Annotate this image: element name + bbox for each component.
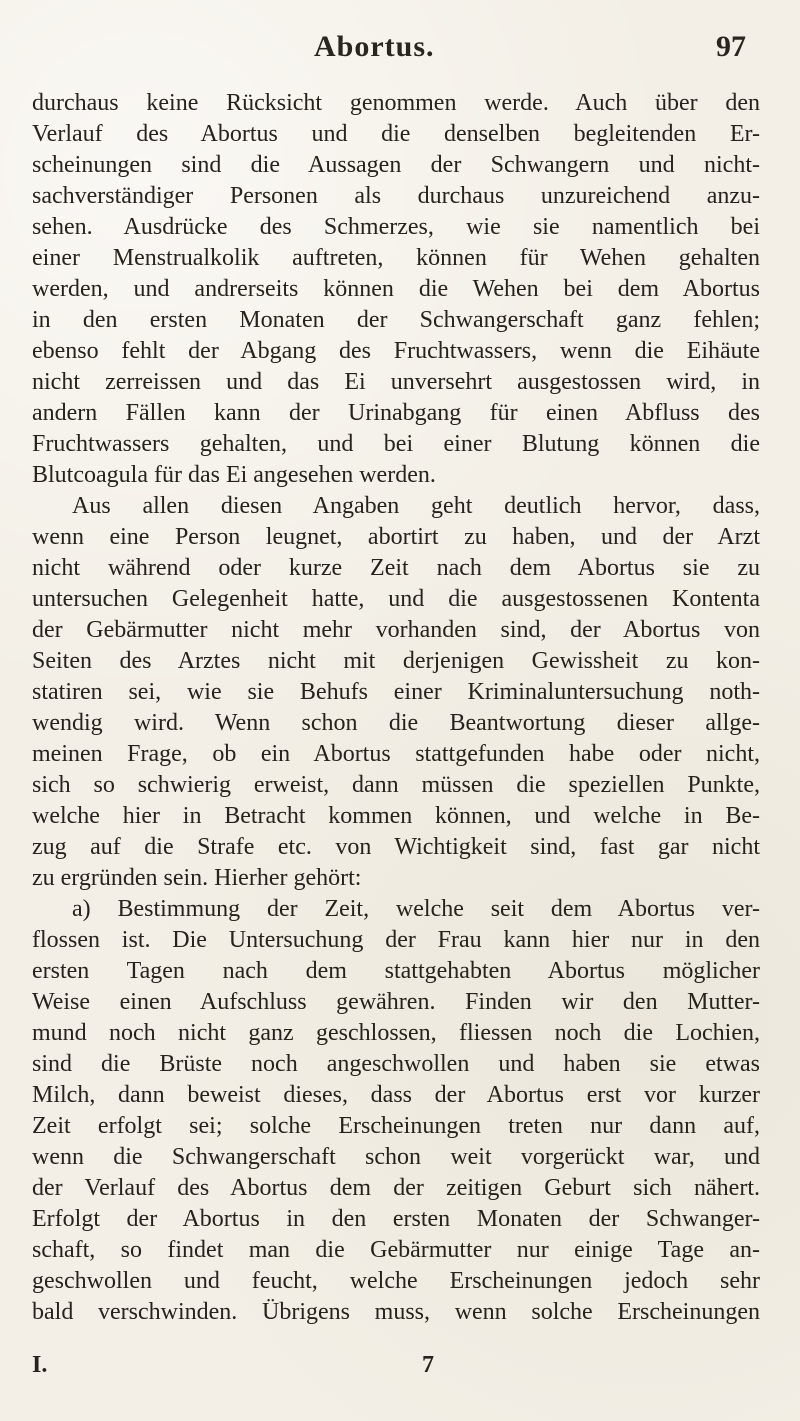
text-line: werden, und andrerseits können die Wehen bei dem Abortus — [32, 276, 760, 302]
text-line: a) Bestimmung der Zeit, welche seit dem Abortus ver- — [72, 896, 760, 922]
text-line: einer Menstrualkolik auftreten, können für Wehen gehalten — [32, 245, 760, 271]
text-line: Erfolgt der Abortus in den ersten Monaten der Schwanger- — [32, 1206, 760, 1232]
text-line: flossen ist. Die Untersuchung der Frau kann hier nur in den — [32, 927, 760, 953]
running-head — [0, 30, 800, 70]
page-number: 97 — [716, 30, 746, 63]
text-line: Zeit erfolgt sei; solche Erscheinungen treten nur dann auf, — [32, 1113, 760, 1139]
text-line: scheinungen sind die Aussagen der Schwangern und nicht- — [32, 152, 760, 178]
text-line: wendig wird. Wenn schon die Beantwortung dieser allge- — [32, 710, 760, 736]
text-line: zu ergründen sein. Hierher gehört: — [32, 865, 362, 891]
text-line: Seiten des Arztes nicht mit derjenigen Gewissheit zu kon- — [32, 648, 760, 674]
text-line: mund noch nicht ganz geschlossen, fliessen noch die Lochien, — [32, 1020, 760, 1046]
text-line: welche hier in Betracht kommen können, und welche in Be- — [32, 803, 760, 829]
text-line: sachverständiger Personen als durchaus unzureichend anzu- — [32, 183, 760, 209]
text-line: Fruchtwassers gehalten, und bei einer Blutung können die — [32, 431, 760, 457]
text-line: Verlauf des Abortus und die denselben begleitenden Er- — [32, 121, 760, 147]
text-line: untersuchen Gelegenheit hatte, und die ausgestossenen Kontenta — [32, 586, 760, 612]
text-line: bald verschwinden. Übrigens muss, wenn solche Erscheinungen — [32, 1299, 760, 1325]
sheet-number: 7 — [422, 1352, 434, 1378]
text-line: durchaus keine Rücksicht genommen werde. Auch über den — [32, 90, 760, 116]
text-line: meinen Frage, ob ein Abortus stattgefunden habe oder nicht, — [32, 741, 760, 767]
text-line: der Gebärmutter nicht mehr vorhanden sind, der Abortus von — [32, 617, 760, 643]
text-line: in den ersten Monaten der Schwangerschaft ganz fehlen; — [32, 307, 760, 333]
text-line: andern Fällen kann der Urinabgang für einen Abfluss des — [32, 400, 760, 426]
text-line: sehen. Ausdrücke des Schmerzes, wie sie namentlich bei — [32, 214, 760, 240]
text-line: zug auf die Strafe etc. von Wichtigkeit sind, fast gar nicht — [32, 834, 760, 860]
text-line: schaft, so findet man die Gebärmutter nur einige Tage an- — [32, 1237, 760, 1263]
text-line: wenn eine Person leugnet, abortirt zu haben, und der Arzt — [32, 524, 760, 550]
text-line: wenn die Schwangerschaft schon weit vorgerückt war, und — [32, 1144, 760, 1170]
page-footer — [32, 1348, 760, 1382]
text-line: sind die Brüste noch angeschwollen und haben sie etwas — [32, 1051, 760, 1077]
text-line: statiren sei, wie sie Behufs einer Kriminaluntersuchung noth- — [32, 679, 760, 705]
text-line: ebenso fehlt der Abgang des Fruchtwassers, wenn die Eihäute — [32, 338, 760, 364]
text-line: geschwollen und feucht, welche Erscheinungen jedoch sehr — [32, 1268, 760, 1294]
text-line: Milch, dann beweist dieses, dass der Abortus erst vor kurzer — [32, 1082, 760, 1108]
text-line: sich so schwierig erweist, dann müssen die speziellen Punkte, — [32, 772, 760, 798]
text-line: Blutcoagula für das Ei angesehen werden. — [32, 462, 436, 488]
text-line: ersten Tagen nach dem stattgehabten Abortus möglicher — [32, 958, 760, 984]
running-head-title: Abortus. — [314, 30, 435, 63]
text-line: der Verlauf des Abortus dem der zeitigen Geburt sich nähert. — [32, 1175, 760, 1201]
text-line: nicht während oder kurze Zeit nach dem Abortus sie zu — [32, 555, 760, 581]
text-line: Weise einen Aufschluss gewähren. Finden wir den Mutter- — [32, 989, 760, 1015]
text-line: nicht zerreissen und das Ei unversehrt ausgestossen wird, in — [32, 369, 760, 395]
text-line: Aus allen diesen Angaben geht deutlich hervor, dass, — [72, 493, 760, 519]
signature-mark: I. — [32, 1352, 48, 1378]
